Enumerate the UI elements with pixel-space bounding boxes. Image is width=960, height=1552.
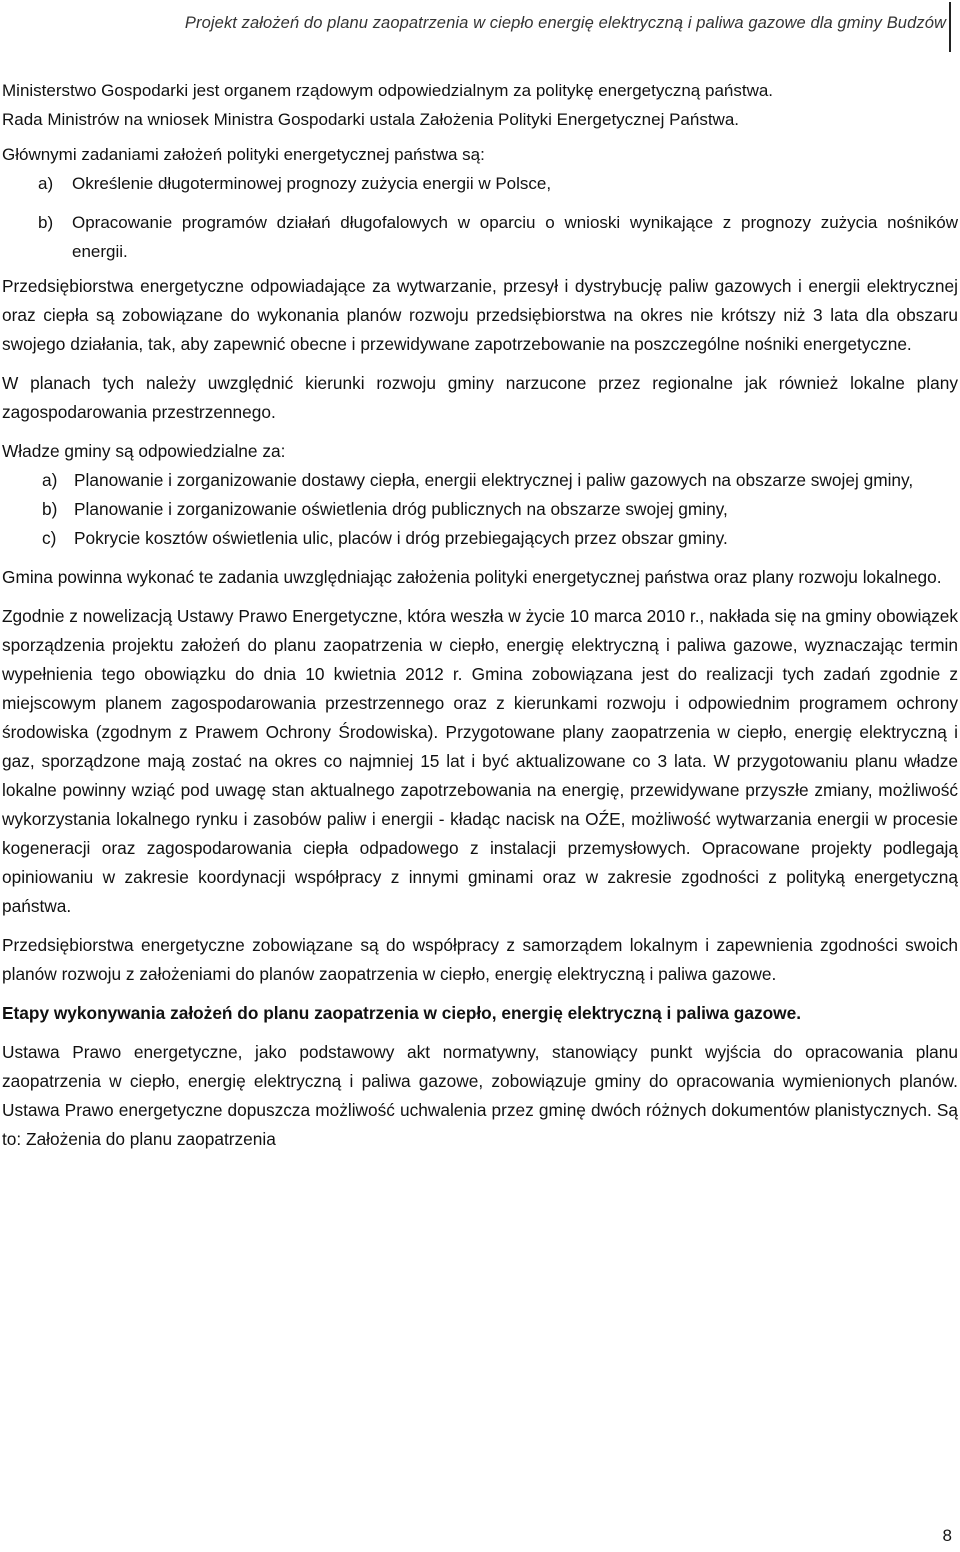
list-marker: b): [42, 499, 58, 519]
intro-tasks-paragraph: Głównymi zadaniami założeń polityki energetycznej państwa są:: [2, 145, 485, 164]
list-item-text: Planowanie i zorganizowanie dostawy ciepła, energii elektrycznej i paliw gazowych na obszarze swojej gminy,: [74, 470, 914, 490]
page-header-title: Projekt założeń do planu zaopatrzenia w ciepło energię elektryczną i paliwa gazowe dla gminy Budzów: [184, 14, 946, 32]
plans-paragraph: W planach tych należy uwzględnić kierunki rozwoju gminy narzucone przez regionalne jak również lokalne plany zagospodarowania przestrzennego.: [2, 373, 958, 422]
list-marker: a): [38, 174, 54, 193]
list-item-text: Określenie długoterminowej prognozy zużycia energii w Polsce,: [72, 174, 552, 193]
intro-line-2: Rada Ministrów na wniosek Ministra Gospodarki ustala Założenia Polityki Energetycznej Państwa.: [2, 110, 740, 129]
header-divider: [949, 2, 951, 52]
list-marker: a): [42, 470, 58, 490]
page-content: [2, 76, 958, 1154]
list-item: [2, 169, 958, 198]
authorities-list: [2, 466, 958, 553]
section-heading: Etapy wykonywania założeń do planu zaopatrzenia w ciepło, energię elektryczną i paliwa gazowe.: [2, 1003, 802, 1023]
amendment-paragraph: Zgodnie z nowelizacją Ustawy Prawo Energetyczne, która weszła w życie 10 marca 2010 r., nakłada się na gminy obowiązek sporządzenia projektu założeń do planu zaopatrzenia w ciepło, energię elektryczną i paliwa gazowe, wyznaczając termin wypełnienia tego obowiązku do dnia 10 kwietnia 2012 r. Gmina zobowiązana jest do realizacji tych zadań zgodnie z miejscowym planem zagospodarowania przestrzennego oraz z kierunkami rozwoju i odpowiednim programem ochrony środowiska (zgodnym z Prawem Ochrony Środowiska). Przygotowane plany zaopatrzenia w ciepło, energię elektryczną i gaz, sporządzone mają zostać na okres co najmniej 15 lat i być aktualizowane co 3 lata. W przygotowaniu planu władze lokalne powinny wziąć pod uwagę stan aktualnego zapotrzebowania na energię, przewidywane przyszłe zmiany, możliwość wykorzystania lokalnego rynku i zasobów paliw i energii - kładąc nacisk na OŹE, możliwość wytwarzania energii w procesie kogeneracji oraz zagospodarowania ciepła odpadowego z instalacji przemysłowych. Opracowane projekty podlegają opiniowaniu w zakresie koordynacji współpracy z innymi gminami oraz w zakresie zgodności z polityką energetyczną państwa.: [2, 606, 958, 916]
list-item-text: Planowanie i zorganizowanie oświetlenia dróg publicznych na obszarze swojej gminy,: [74, 499, 728, 519]
list-item: [2, 524, 958, 553]
intro-line-1: Ministerstwo Gospodarki jest organem rządowym odpowiedzialnym za politykę energetyczną państwa.: [2, 81, 774, 100]
page-number: 8: [942, 1526, 952, 1545]
authorities-paragraph: Władze gminy są odpowiedzialne za:: [2, 441, 286, 461]
list-marker: c): [42, 528, 57, 548]
list-item: [2, 495, 958, 524]
cooperation-paragraph: Przedsiębiorstwa energetyczne zobowiązane są do współpracy z samorządem lokalnym i zapewnienia zgodności swoich planów rozwoju z założeniami do planów zaopatrzenia w ciepło, energię elektryczną i paliwa gazowe.: [2, 935, 958, 984]
list-item-text: Opracowanie programów działań długofalowych w oparciu o wnioski wynikające z prognozy zużycia nośników energii.: [72, 213, 958, 261]
gmina-paragraph: Gmina powinna wykonać te zadania uwzględniając założenia polityki energetycznej państwa oraz plany rozwoju lokalnego.: [2, 567, 942, 587]
list-item: [2, 208, 958, 266]
list-item: [2, 466, 958, 495]
enterprises-paragraph: Przedsiębiorstwa energetyczne odpowiadające za wytwarzanie, przesył i dystrybucję paliw gazowych i energii elektrycznej oraz ciepła są zobowiązane do wykonania planów rozwoju przedsiębiorstwa na okres nie krótszy niż 3 lata dla obszaru swojego działania, tak, aby zapewnić obecne i przewidywane zapotrzebowanie na poszczególne nośniki energetyczne.: [2, 276, 958, 354]
list-marker: b): [38, 213, 54, 232]
intro-tasks-list: [2, 169, 958, 266]
act-paragraph: Ustawa Prawo energetyczne, jako podstawowy akt normatywny, stanowiący punkt wyjścia do opracowania planu zaopatrzenia w ciepło, energię elektryczną i paliwa gazowe, zobowiązuje gminy do opracowania wymienionych planów. Ustawa Prawo energetyczne dopuszcza możliwość uchwalenia przez gminę dwóch różnych dokumentów planistycznych. Są to: Założenia do planu zaopatrzenia: [2, 1042, 958, 1149]
list-item-text: Pokrycie kosztów oświetlenia ulic, placów i dróg przebiegających przez obszar gminy.: [74, 528, 728, 548]
